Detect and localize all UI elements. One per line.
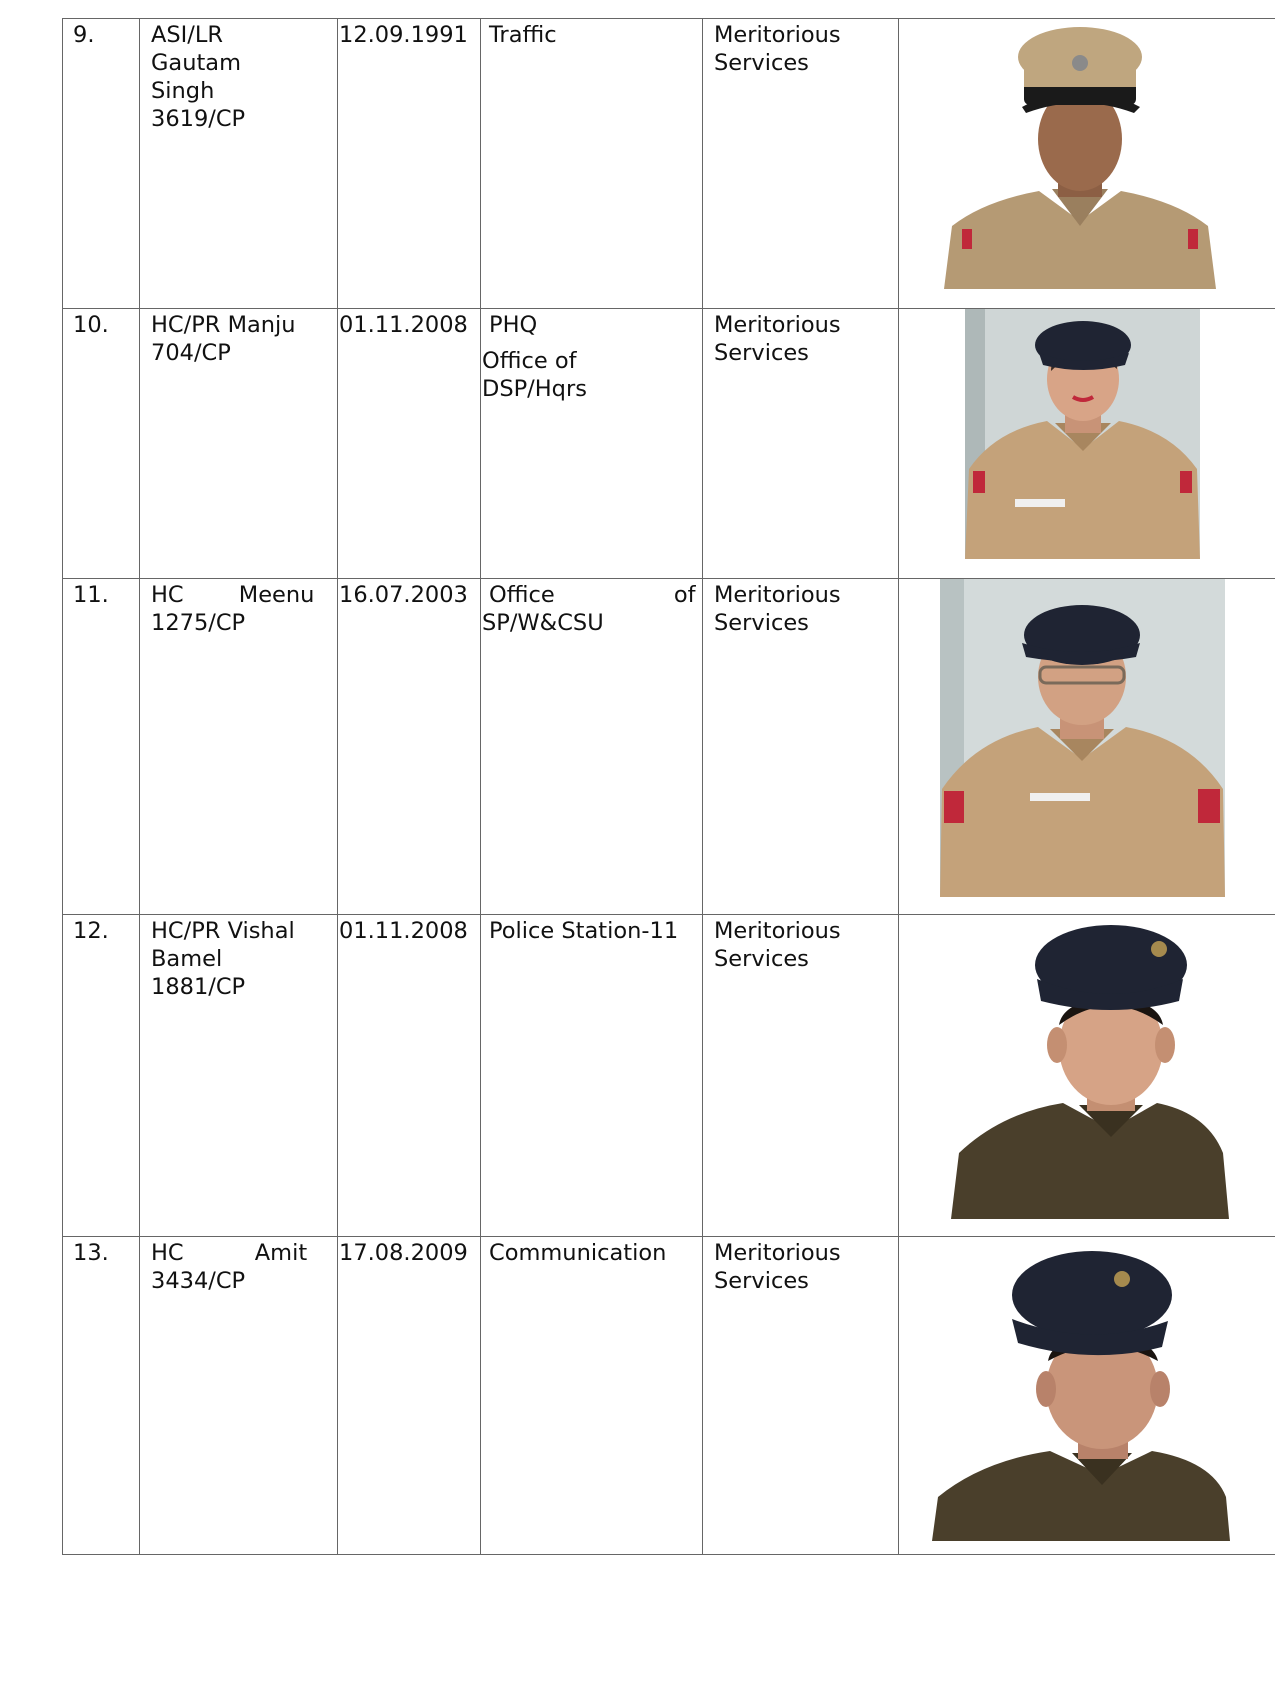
name-cell (140, 579, 338, 915)
date-of-enrolment: 12.09.1991 (338, 19, 481, 309)
table-row (63, 1237, 1275, 1555)
award-cell (703, 309, 899, 579)
date-of-enrolment: 01.11.2008 (338, 309, 481, 579)
officer-photo (965, 309, 1200, 559)
serial-number: 10. (63, 309, 140, 579)
table-row (63, 915, 1275, 1237)
award-line: Meritorious (714, 312, 841, 338)
serial-number: 13. (63, 1237, 140, 1555)
award-line: Services (714, 946, 809, 972)
award-line: Meritorious (714, 918, 841, 944)
name-line: Bamel (151, 946, 223, 972)
name-line: 3619/CP (151, 106, 246, 132)
award-line: Services (714, 610, 809, 636)
award-cell (703, 579, 899, 915)
name-line: HC Meenu (151, 582, 315, 608)
name-line: HC/PR Vishal (151, 918, 295, 944)
photo-cell (899, 579, 1275, 915)
award-line: Meritorious (714, 1240, 841, 1266)
photo-cell (899, 309, 1275, 579)
name-cell (140, 19, 338, 309)
name-line: 3434/CP (151, 1268, 246, 1294)
posting-line: Office of (489, 582, 696, 608)
serial-number: 11. (63, 579, 140, 915)
name-cell (140, 915, 338, 1237)
posting-line: PHQ (489, 312, 538, 338)
serial-number: 9. (63, 19, 140, 309)
posting-cell (481, 309, 703, 579)
posting-line: Office of (482, 348, 577, 374)
award-line: Meritorious (714, 22, 841, 48)
posting-line: DSP/Hqrs (482, 376, 587, 402)
award-line: Services (714, 340, 809, 366)
photo-cell (899, 915, 1275, 1237)
award-line: Services (714, 50, 809, 76)
award-line: Meritorious (714, 582, 841, 608)
serial-number: 12. (63, 915, 140, 1237)
posting-cell (481, 579, 703, 915)
date-of-enrolment: 16.07.2003 (338, 579, 481, 915)
award-line: Services (714, 1268, 809, 1294)
name-line: Gautam (151, 50, 242, 76)
photo-cell (899, 1237, 1275, 1555)
officer-photo (940, 579, 1225, 897)
award-cell (703, 915, 899, 1237)
table-row (63, 19, 1275, 309)
photo-cell (899, 19, 1275, 309)
name-line: ASI/LR (151, 22, 224, 48)
award-cell (703, 1237, 899, 1555)
officer-photo (951, 917, 1229, 1219)
posting-cell: Traffic (481, 19, 703, 309)
name-cell (140, 1237, 338, 1555)
date-of-enrolment: 17.08.2009 (338, 1237, 481, 1555)
table-row (63, 309, 1275, 579)
posting-cell: Police Station-11 (481, 915, 703, 1237)
name-line: HC Amit (151, 1240, 308, 1266)
award-cell (703, 19, 899, 309)
name-line: Singh (151, 78, 215, 104)
date-of-enrolment: 01.11.2008 (338, 915, 481, 1237)
name-line: 1881/CP (151, 974, 246, 1000)
table-row (63, 579, 1275, 915)
officer-photo (944, 21, 1216, 289)
posting-line: SP/W&CSU (482, 610, 604, 636)
name-line: 704/CP (151, 340, 231, 366)
officer-photo (932, 1239, 1230, 1541)
awardees-table (62, 18, 1275, 1555)
posting-cell: Communication (481, 1237, 703, 1555)
name-line: HC/PR Manju (151, 312, 296, 338)
name-cell (140, 309, 338, 579)
name-line: 1275/CP (151, 610, 246, 636)
